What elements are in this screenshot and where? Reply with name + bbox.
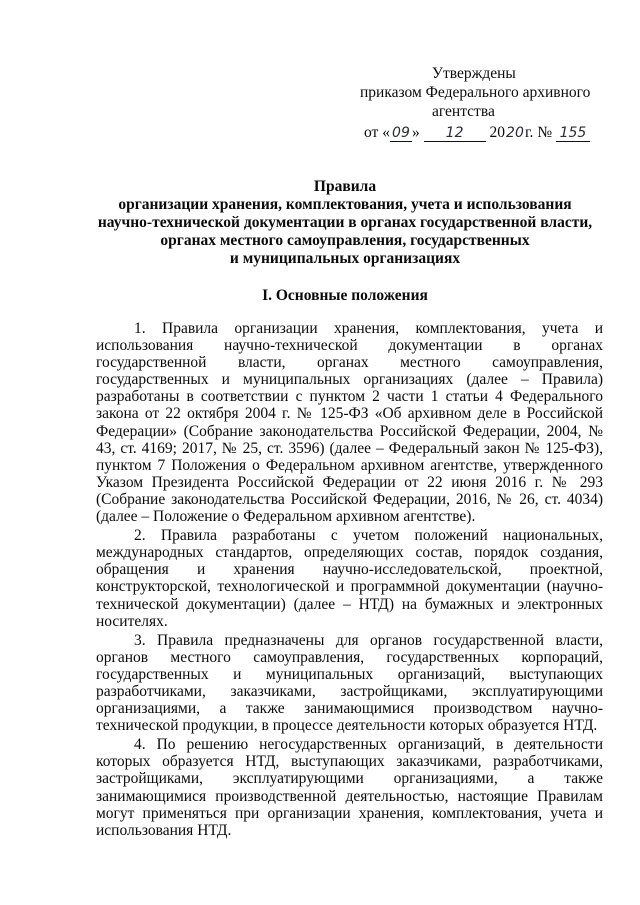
date-day-close: » — [411, 124, 420, 141]
approval-line-2: приказом Федерального архивного — [360, 84, 591, 101]
title-line: организации хранения, комплектования, учета и использования — [118, 196, 572, 213]
approval-line-1: Утверждены — [432, 65, 516, 82]
handwritten-month: 12 — [424, 125, 486, 142]
paragraph: 4. По решению негосударственных организаций, в деятельности которых образуется НТД, выступающих заказчиками, разработчиками, застройщиками, эксплуатирующими организациями, а также занимающимися производственной деятельностью, настоящие Правилам могут применяться при организации хранения, комплектования, учета и использования НТД. — [96, 736, 603, 839]
year-prefix: 20 — [489, 124, 505, 141]
paragraph: 1. Правила организации хранения, комплектования, учета и использования научно-технической документации в органах государственной власти, органах местного самоуправления, государственных и муниципальных организациях (далее – Правила) разработаны в соответствии с пунктом 2 части 1 статьи 4 Федерального закона от 22 октября 2004 г. № 125-ФЗ «Об архивном деле в Российской Федерации» (Собрание законодательства Российской Федерации, 2004, № 43, ст. 4169; 2017, № 25, ст. 3596) (далее – Федеральный закон № 125-ФЗ), пунктом 7 Положения о Федеральном архивном агентстве, утвержденного Указом Президента Российской Федерации от 22 июня 2016 г. № 293 (Собрание законодательства Российской Федерации, 2016, № 26, ст. 4034) (далее – Положение о Федеральном архивном агентстве). — [96, 320, 603, 526]
date-prefix: от « — [364, 124, 390, 141]
year-mark: г. — [524, 124, 534, 141]
section-title: I. Основные положения — [262, 287, 428, 304]
approval-line-3: агентства — [432, 103, 495, 120]
title-line: органах местного самоуправления, государственных — [160, 232, 530, 249]
approval-date-line — [340, 123, 600, 142]
handwritten-day: 09 — [390, 125, 412, 142]
document-body — [96, 320, 603, 841]
paragraph: 3. Правила предназначены для органов государственной власти, органов местного самоуправления, государственных корпораций, государственных и муниципальных организаций, выступающих разработчиками, заказчиками, застройщиками, эксплуатирующими организациями, а также занимающимися производством научно-технической продукции, в процессе деятельности которых образуется НТД. — [96, 631, 603, 735]
number-prefix: № — [533, 124, 556, 141]
title-line: научно-технической документации в органах государственной власти, — [97, 214, 593, 231]
paragraph: 2. Правила разработаны с учетом положений национальных, международных стандартов, определяющих состав, порядок создания, обращения и хранения научно-исследовательской, проектной, конструкторской, технологической и программной документации (научно-технической документации) (далее – НТД) на бумажных и электронных носителях. — [96, 527, 603, 630]
document-title — [90, 178, 600, 268]
handwritten-year: 20 — [506, 125, 524, 141]
title-heading: Правила — [313, 178, 377, 195]
title-line: и муниципальных организациях — [229, 250, 461, 267]
approval-stamp — [340, 64, 600, 142]
handwritten-number: 155 — [556, 125, 590, 142]
